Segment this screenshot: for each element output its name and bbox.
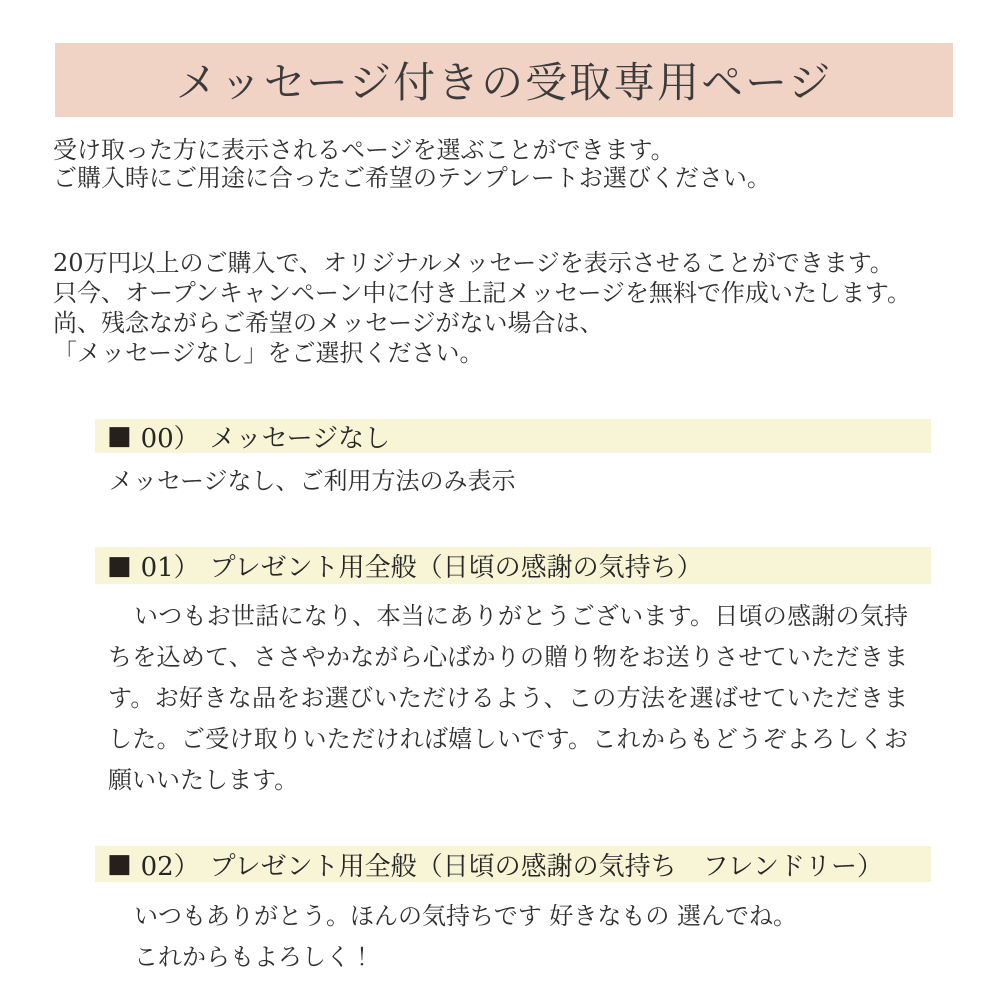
section-number-00: 00） [140, 423, 200, 454]
campaign-line-2: 只今、オープンキャンペーン中に付き上記メッセージを無料で作成いたします。 [53, 279, 911, 307]
section-header-00 [95, 419, 931, 453]
campaign-line-4: 「メッセージなし」をご選択ください。 [53, 339, 484, 367]
intro-line-1: 受け取った方に表示されるページを選ぶことができます。 [53, 136, 675, 164]
intro-line-2: ご購入時にご用途に合ったご希望のテンプレートお選びください。 [53, 164, 771, 192]
section-body-01: いつもお世話になり、本当にありがとうございます。日頃の感謝の気持ちを込めて、ささやかながら心ばかりの贈り物をお送りさせていただきます。お好きな品をお選びいただけるよう、この方法を選ばせていただきました。ご受け取りいただければ嬉しいです。これからもどうぞよろしくお願いいたします。 [108, 602, 908, 794]
section-body-02 [134, 896, 797, 978]
page-title: メッセージ付きの受取専用ページ [175, 58, 833, 107]
section-number-02: 02） [140, 851, 200, 882]
section-body-02-line-1: いつもありがとう。ほんの気持ちです 好きなもの 選んでね。 [134, 902, 798, 930]
section-number-01: 01） [140, 553, 200, 583]
section-header-01 [95, 547, 931, 584]
section-body-00: メッセージなし、ご利用方法のみ表示 [109, 467, 516, 495]
page-title-banner [55, 43, 953, 117]
section-title-00: メッセージなし [209, 423, 391, 454]
intro-paragraph [53, 136, 771, 192]
section-header-02 [95, 846, 931, 882]
section-title-02: プレゼント用全般（日頃の感謝の気持ち フレンドリー） [209, 851, 883, 882]
campaign-line-3: 尚、残念ながらご希望のメッセージがない場合は、 [53, 309, 604, 337]
section-title-01: プレゼント用全般（日頃の感謝の気持ち） [209, 553, 703, 583]
section-body-02-line-2: これからもよろしく！ [134, 943, 374, 971]
square-bullet-icon: ■ [107, 849, 132, 879]
square-bullet-icon: ■ [107, 550, 132, 581]
campaign-paragraph [53, 248, 911, 368]
campaign-line-1: 20万円以上のご購入で、オリジナルメッセージを表示させることができます。 [53, 249, 894, 277]
square-bullet-icon: ■ [107, 421, 132, 451]
